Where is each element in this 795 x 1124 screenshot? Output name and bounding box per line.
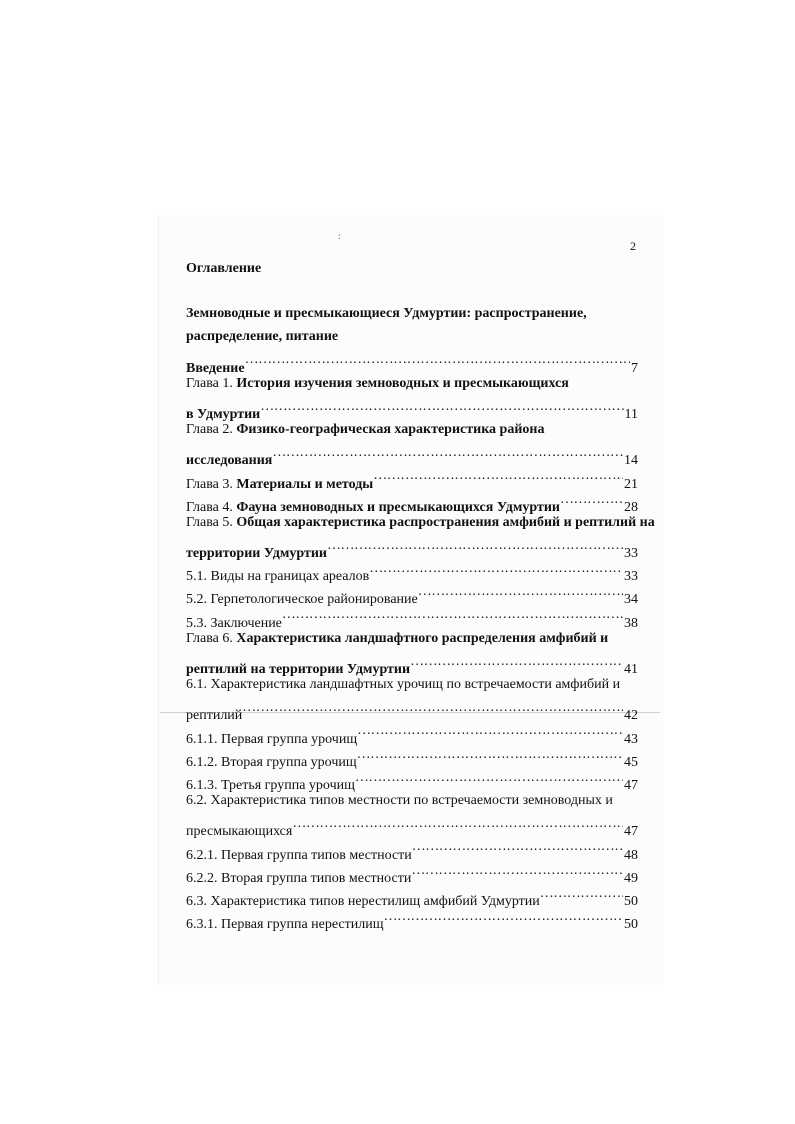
page-number: 2	[630, 239, 636, 253]
dot-leader	[272, 441, 623, 464]
chapter-title-cont: исследования	[186, 453, 273, 469]
toc-entry-label: 5.2. Герпетологическое районирование	[186, 592, 418, 608]
toc-entry-page: 47	[624, 824, 638, 840]
chapter-title: Фауна земноводных и пресмыкающихся Удмуртии	[236, 499, 560, 515]
toc-entry-chapter-6[interactable]	[186, 627, 638, 650]
toc-entry-page: 33	[624, 569, 638, 585]
toc-entry-label: 6.1.3. Третья группа урочищ	[186, 777, 355, 793]
toc-entry-chapter-2-cont[interactable]	[186, 441, 638, 469]
toc-entry-chapter-5[interactable]	[186, 511, 655, 534]
dot-leader	[373, 464, 623, 487]
toc-entry-page: 34	[624, 592, 638, 608]
chapter-title-cont: в Удмуртии	[186, 406, 261, 422]
dot-leader	[384, 905, 623, 928]
toc-entry-introduction[interactable]	[186, 348, 638, 376]
table-of-contents	[186, 302, 655, 933]
dot-leader	[327, 534, 623, 557]
toc-main-title-line-2: распределение, питание	[186, 329, 339, 345]
chapter-prefix: Глава 3.	[186, 476, 237, 492]
chapter-title-cont: территории Удмуртии	[186, 546, 327, 562]
dot-leader	[411, 859, 623, 882]
toc-entry-label: 6.2.1. Первая группа типов местности	[186, 847, 412, 863]
toc-entry-page: 41	[624, 662, 638, 677]
toc-entry-page: 38	[624, 615, 638, 631]
toc-entry-label-cont: рептилий	[186, 708, 243, 724]
dot-leader	[292, 812, 623, 835]
toc-entry-label: Введение	[186, 360, 245, 376]
dot-leader	[357, 743, 623, 766]
dot-leader	[260, 395, 623, 418]
toc-entry-section-6-1[interactable]: 6.1. Характеристика ландшафтных урочищ по встречаемости амфибий и	[186, 677, 621, 692]
toc-entry-label-cont: пресмыкающихся	[186, 824, 293, 840]
toc-entry-section-6-1-1[interactable]	[186, 719, 638, 747]
toc-entry-label: 6.3. Характеристика типов нерестилищ амфибий Удмуртии	[186, 893, 540, 909]
chapter-title: Общая характеристика распространения амфибий и рептилий на	[236, 514, 655, 530]
toc-entry-page: 42	[624, 708, 638, 724]
chapter-title: История изучения земноводных и пресмыкающихся	[236, 375, 569, 391]
toc-entry-page: 50	[624, 893, 638, 909]
dot-leader	[540, 882, 623, 905]
dot-leader	[560, 488, 623, 511]
toc-entry-chapter-5-cont[interactable]	[186, 534, 638, 562]
toc-entry-label: 6.1.1. Первая группа урочищ	[186, 731, 358, 747]
toc-heading: Оглавление	[186, 261, 262, 276]
dot-leader	[410, 650, 623, 673]
toc-entry-page: 43	[624, 731, 638, 747]
dot-leader	[242, 696, 623, 719]
dot-leader	[412, 835, 623, 858]
dot-leader	[355, 766, 623, 789]
toc-entry-page: 21	[624, 476, 638, 492]
chapter-title: Материалы и методы	[236, 476, 374, 492]
chapter-title: Физико-географическая характеристика района	[236, 421, 545, 437]
toc-entry-label: 6.2.2. Вторая группа типов местности	[186, 870, 412, 886]
dot-leader	[282, 603, 623, 626]
chapter-prefix: Глава 6.	[186, 630, 237, 646]
chapter-title-cont: рептилий на территории Удмуртии	[186, 662, 411, 677]
chapter-prefix: Глава 5.	[186, 514, 237, 530]
toc-entry-label: 5.1. Виды на границах ареалов	[186, 569, 370, 585]
toc-entry-section-6-2[interactable]: 6.2. Характеристика типов местности по встречаемости земноводных и	[186, 792, 613, 808]
toc-entry-chapter-2[interactable]	[186, 418, 638, 441]
toc-entry-page: 50	[624, 917, 638, 933]
toc-entry-page: 33	[624, 546, 638, 562]
chapter-prefix: Глава 4.	[186, 499, 237, 515]
chapter-prefix: Глава 1.	[186, 375, 237, 391]
chapter-title: Характеристика ландшафтного распределения амфибий и	[236, 630, 609, 646]
dot-leader	[245, 348, 630, 371]
chapter-prefix: Глава 2.	[186, 421, 237, 437]
toc-entry-label: 6.3.1. Первая группа нерестилищ	[186, 917, 384, 933]
toc-entry-chapter-6-cont[interactable]	[186, 650, 638, 677]
toc-entry-label: 6.1.2. Вторая группа урочищ	[186, 754, 357, 770]
toc-entry-chapter-1[interactable]	[186, 372, 638, 395]
toc-entry-chapter-1-cont[interactable]	[186, 395, 638, 422]
toc-entry-section-6-1-cont[interactable]	[186, 696, 638, 724]
dot-leader	[418, 580, 623, 603]
toc-entry-page: 11	[624, 406, 638, 422]
toc-entry-label: 5.3. Заключение	[186, 615, 282, 631]
toc-entry-page: 45	[624, 754, 638, 770]
toc-entry-page: 7	[631, 360, 638, 376]
toc-entry-page: 49	[624, 870, 638, 886]
scan-specks: :	[338, 231, 341, 241]
toc-entry-section-6-2-cont[interactable]	[186, 812, 638, 840]
toc-entry-page: 47	[624, 777, 638, 793]
dot-leader	[369, 557, 623, 580]
toc-entry-page: 28	[624, 499, 638, 515]
toc-entry-page: 14	[624, 453, 638, 469]
toc-entry-page: 48	[624, 847, 638, 863]
dot-leader	[357, 719, 623, 742]
toc-main-title-line-1: Земноводные и пресмыкающиеся Удмуртии: распространение,	[186, 306, 587, 321]
